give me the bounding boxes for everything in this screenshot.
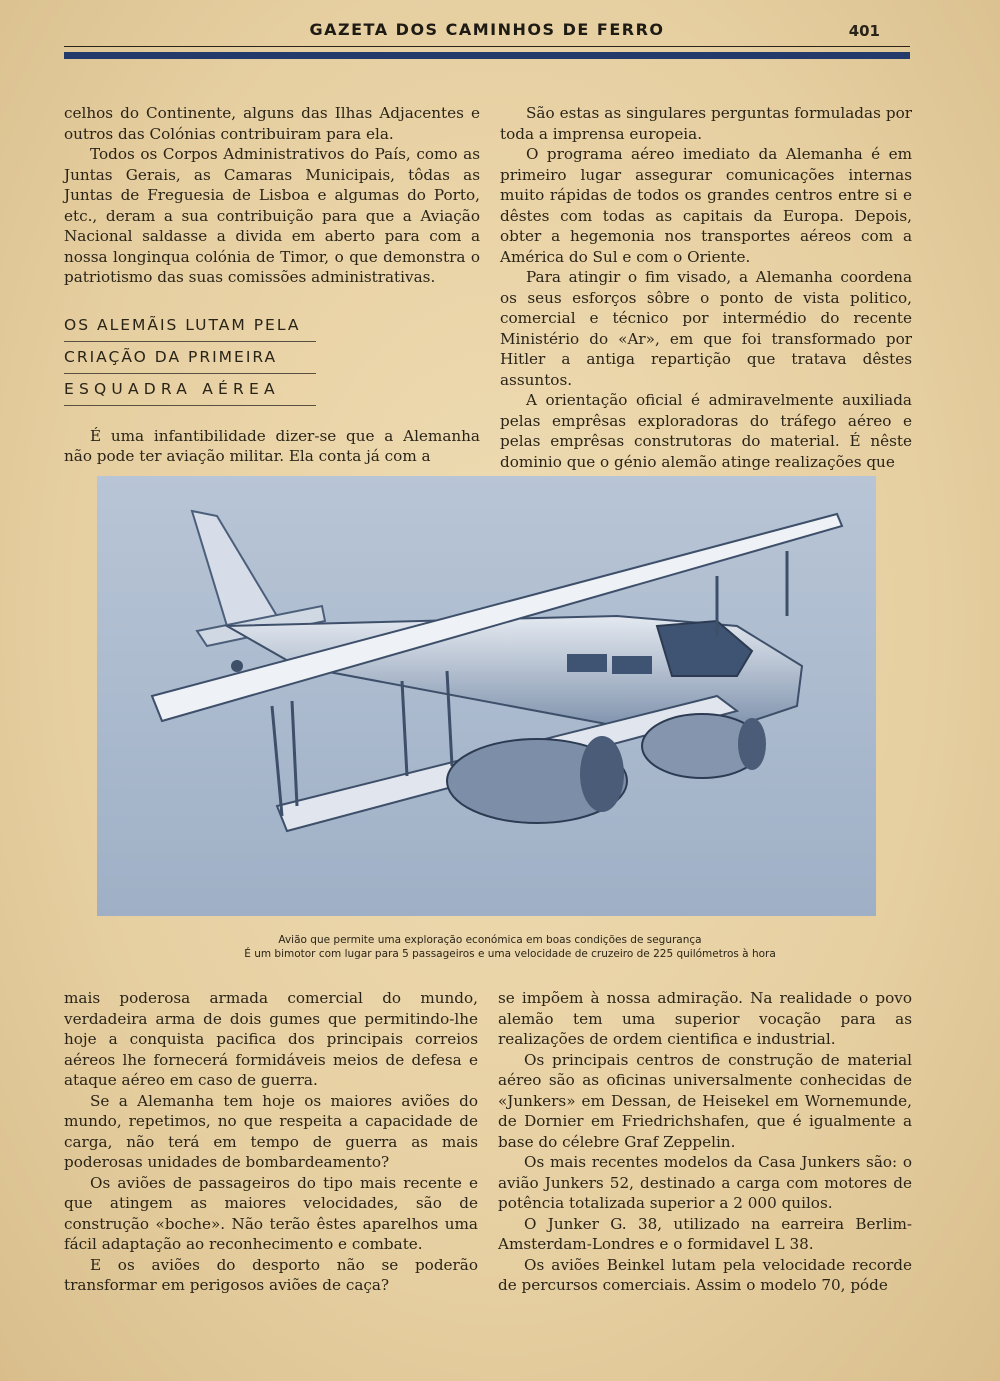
section-heading-line: CRIAÇÃO DA PRIMEIRA <box>64 342 316 374</box>
paragraph: E os aviões do desporto não se poderão transformar em perigosos aviões de caça? <box>64 1255 478 1294</box>
paragraph: O Junker G. 38, utilizado na earreira Berlim-Amsterdam-Londres e o formidavel L 38. <box>498 1214 912 1253</box>
header-rule-thick <box>64 52 910 59</box>
paragraph: Para atingir o fim visado, a Alemanha coordena os seus esforços sôbre o ponto de vista politico, comercial e técnico por intermédio do recente Ministério do «Ar», em que foi transformado por Hitler a antiga repartição que tratava dêstes assuntos. <box>500 268 912 389</box>
paragraph: Os aviões de passageiros do tipo mais recente e que atingem as maiores velocidades, são de construção «boche». Não terão êstes aparelhos uma fácil adaptação ao reconhecimento e combate. <box>64 1173 478 1253</box>
paragraph: Se a Alemanha tem hoje os maiores aviões do mundo, repetimos, no que respeita a capacidade de carga, não terá em tempo de guerra as mais poderosas unidades de bombardeamento? <box>64 1091 478 1171</box>
publication-title: GAZETA DOS CAMINHOS DE FERRO <box>309 20 665 39</box>
column-bottom-left <box>64 988 478 1296</box>
header-rule-thin <box>64 46 910 47</box>
column-top-left <box>64 103 480 467</box>
biplane-photo <box>97 476 876 916</box>
column-bottom-right <box>498 988 912 1296</box>
caption-line: É um bimotor com lugar para 5 passageiros e uma velocidade de cruzeiro de 225 quilómetros à hora <box>244 948 776 960</box>
paragraph: celhos do Continente, alguns das Ilhas Adjacentes e outros das Colónias contribuiram para ela. <box>64 104 480 143</box>
paragraph: A orientação oficial é admiravelmente auxiliada pelas emprêsas exploradoras do tráfego aéreo e pelas emprêsas construtoras do material. É nêste dominio que o génio alemão atinge realizações que <box>500 391 912 471</box>
column-top-right <box>500 103 912 472</box>
caption-line: Avião que permite uma exploração económica em boas condições de segurança <box>278 934 702 946</box>
photo-caption <box>120 933 860 961</box>
paragraph: É uma infantibilidade dizer-se que a Alemanha não pode ter aviação militar. Ela conta já com a <box>64 426 480 465</box>
paragraph: São estas as singulares perguntas formuladas por toda a imprensa europeia. <box>500 104 912 143</box>
paragraph: Todos os Corpos Administrativos do País, como as Juntas Gerais, as Camaras Municipais, tôdas as Juntas de Freguesia de Lisboa e algumas do Porto, etc., deram a sua contribuição para que a Aviação Nacional saldasse a divida em aberto para com a nossa longinqua colónia de Timor, o que demonstra o patriotismo das suas comissões administrativas. <box>64 145 480 286</box>
section-heading-line: ESQUADRA AÉREA <box>64 374 316 406</box>
section-heading-line: OS ALEMÃIS LUTAM PELA <box>64 310 316 342</box>
paragraph: O programa aéreo imediato da Alemanha é em primeiro lugar assegurar comunicações internas muito rápidas de todos os grandes centros entre si e dêstes com todas as capitais da Europa. Depois, obter a hegemonia nos transportes aéreos com a América do Sul e com o Oriente. <box>500 145 912 266</box>
page-number: 401 <box>848 22 880 40</box>
paragraph: mais poderosa armada comercial do mundo, verdadeira arma de dois gumes que permitindo-lhe hoje a conquista pacifica dos principais correios aéreos lhe fornecerá formidáveis meios de defesa e ataque aéreo em caso de guerra. <box>64 989 478 1089</box>
page-header <box>64 20 910 42</box>
biplane-illustration <box>97 476 876 916</box>
paragraph: Os aviões Beinkel lutam pela velocidade recorde de percursos comerciais. Assim o modelo 70, póde <box>498 1255 912 1294</box>
section-heading <box>64 310 480 406</box>
paragraph: se impõem à nossa admiração. Na realidade o povo alemão tem uma superior vocação para as realizações de ordem cientifica e industrial. <box>498 989 912 1048</box>
paragraph: Os principais centros de construção de material aéreo são as oficinas universalmente conhecidas de «Junkers» em Dessan, de Heisekel em Wornemunde, de Dornier em Friedrichshafen, que é igualmente a base do célebre Graf Zeppelin. <box>498 1050 912 1151</box>
paragraph: Os mais recentes modelos da Casa Junkers são: o avião Junkers 52, destinado a carga com motores de potência totalizada superior a 2 000 quilos. <box>498 1153 912 1212</box>
